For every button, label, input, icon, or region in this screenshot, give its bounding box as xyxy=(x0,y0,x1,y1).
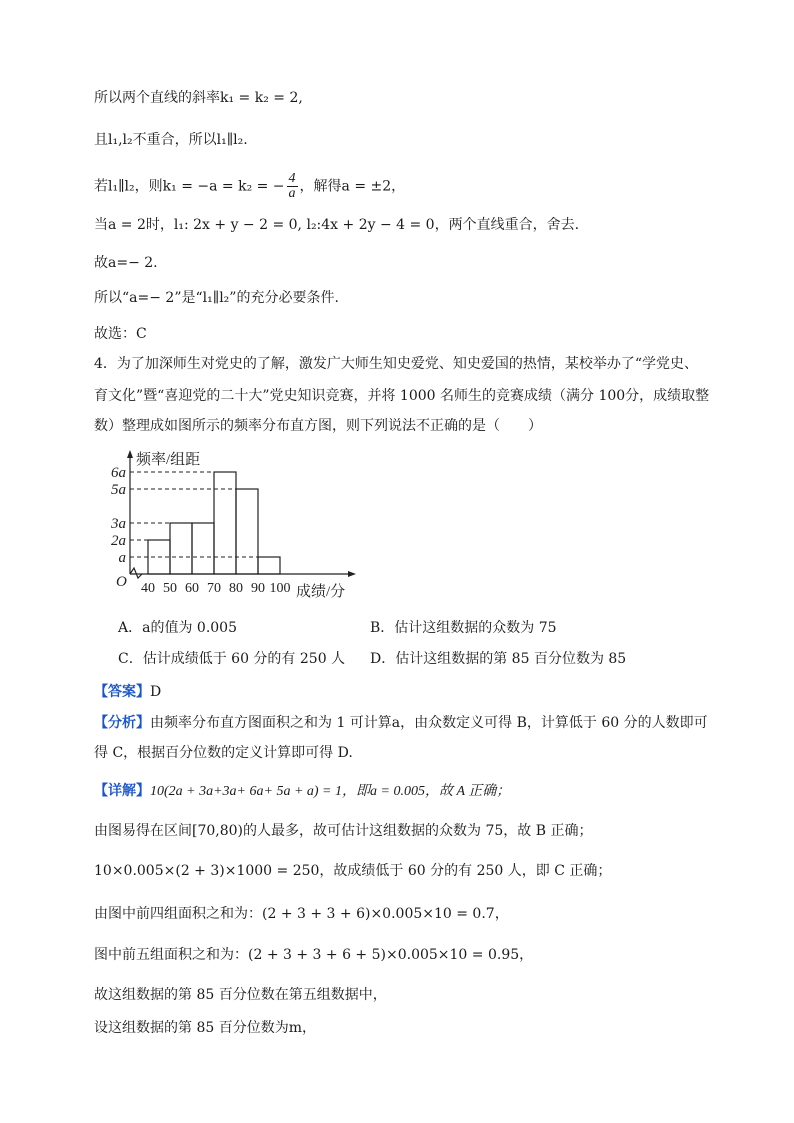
x-tick-label: 70 xyxy=(207,581,221,596)
histogram-bar xyxy=(236,489,258,574)
y-tick-label: 2a xyxy=(111,533,126,549)
option-b: B．估计这组数据的众数为 75 xyxy=(370,620,557,636)
x-axis-label: 成绩/分 xyxy=(296,584,346,600)
option-d: D．估计这组数据的第 85 百分位数为 85 xyxy=(370,651,627,667)
y-tick-label: 5a xyxy=(111,482,126,498)
detail-line: 设这组数据的第 85 百分位数为m， xyxy=(94,1020,316,1036)
option-c: C．估计成绩低于 60 分的有 250 人 xyxy=(118,651,346,667)
y-tick-label: a xyxy=(118,550,126,566)
fraction-numerator: 4 xyxy=(288,171,296,186)
text-line xyxy=(94,172,405,201)
answer-text: D xyxy=(150,684,162,700)
y-axis-arrow xyxy=(127,450,133,458)
detail-line: 由图易得在区间[70,80)的人最多，故可估计这组数据的众数为 75，故 B 正确； xyxy=(94,823,593,839)
y-tick-label: 6a xyxy=(111,465,126,481)
axis-break xyxy=(130,568,142,578)
text-line: 故a=− 2. xyxy=(94,255,158,271)
histogram-chart xyxy=(92,446,392,606)
text-line: 故选：C xyxy=(94,326,147,342)
answer-line xyxy=(94,682,161,702)
detail-line: 10×0.005×(2 + 3)×1000 = 250，故成绩低于 60 分的有 250 人，即 C 正确； xyxy=(94,863,612,879)
detail-tag: 【详解】 xyxy=(94,783,150,799)
text-fragment: 若l₁∥l₂，则k₁ = −a = k₂ = − xyxy=(94,178,285,195)
question-text: 4．为了加深师生对党史的了解，激发广大师生知史爱党、知史爱国的热情，某校举办了“学党史、 xyxy=(94,356,699,372)
histogram-bar xyxy=(214,472,236,574)
x-axis-arrow xyxy=(348,571,356,577)
histogram-bar xyxy=(258,557,280,574)
analysis-line xyxy=(94,713,708,733)
histogram-bar xyxy=(192,523,214,574)
analysis-tag: 【分析】 xyxy=(94,715,150,731)
x-tick-label: 60 xyxy=(185,581,199,596)
y-axis-label: 频率/组距 xyxy=(136,452,201,468)
x-tick-label: 50 xyxy=(163,581,177,596)
detail-line xyxy=(94,781,510,802)
detail-line: 故这组数据的第 85 百分位数在第五组数据中， xyxy=(94,987,387,1003)
histogram-bar xyxy=(170,523,192,574)
detail-line: 图中前五组面积之和为：(2 + 3 + 3 + 6 + 5)×0.005×10 = 0.95， xyxy=(94,947,534,963)
detail-text: 10(2a + 3a+3a+ 6a+ 5a + a) = 1，即a = 0.005，故 A 正确； xyxy=(150,784,511,799)
fraction-denominator: a xyxy=(288,186,296,201)
origin-label: O xyxy=(116,574,127,590)
x-tick-label: 40 xyxy=(141,581,155,596)
text-line: 所以两个直线的斜率k₁ = k₂ = 2, xyxy=(94,90,303,106)
text-line: 且l₁,l₂不重合，所以l₁∥l₂. xyxy=(94,132,248,148)
text-line: 当a = 2时，l₁: 2x + y − 2 = 0, l₂:4x + 2y − 4 = 0，两个直线重合，舍去. xyxy=(94,217,580,233)
analysis-line: 得 C，根据百分位数的定义计算即可得 D. xyxy=(94,745,353,761)
analysis-text: 由频率分布直方图面积之和为 1 可计算a，由众数定义可得 B，计算低于 60 分的人数即可 xyxy=(150,715,708,731)
y-tick-label: 3a xyxy=(111,516,126,532)
question-text: 育文化”暨“喜迎党的二十大”党史知识竞赛，并将 1000 名师生的竞赛成绩（满分 100分，成绩取整 xyxy=(94,388,710,404)
x-tick-label: 90 xyxy=(251,581,265,596)
detail-line: 由图中前四组面积之和为：(2 + 3 + 3 + 6)×0.005×10 = 0.7， xyxy=(94,906,509,922)
text-fragment: ，解得a = ±2， xyxy=(299,178,406,195)
text-line: 所以“a=− 2”是“l₁∥l₂”的充分必要条件. xyxy=(94,290,339,306)
x-tick-label: 80 xyxy=(229,581,243,596)
question-text: 数）整理成如图所示的频率分布直方图，则下列说法不正确的是（ ） xyxy=(94,418,542,434)
fraction xyxy=(287,172,298,201)
x-tick-label: 100 xyxy=(269,581,291,596)
answer-tag: 【答案】 xyxy=(94,684,150,700)
option-a: A．a的值为 0.005 xyxy=(118,620,237,636)
